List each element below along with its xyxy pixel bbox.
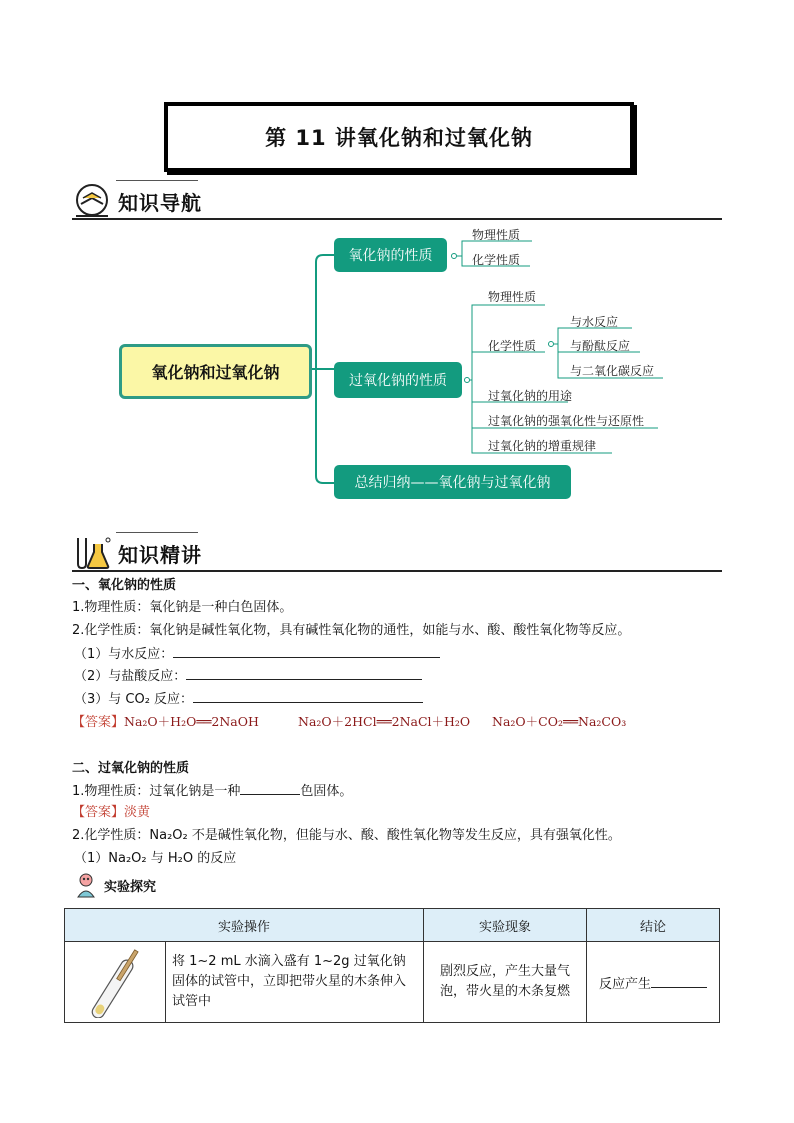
answer-blank[interactable] [240, 780, 300, 795]
conclusion-text: 反应产生 [598, 976, 651, 992]
part1-answer [72, 711, 259, 734]
physical-text: 1.物理性质：过氧化钠是一种 [72, 784, 241, 799]
section-heading-label: 知识导航 [118, 191, 202, 215]
question-label: （2）与盐酸反应： [74, 669, 187, 684]
question-label: （1）与水反应： [74, 647, 174, 662]
conclusion-cell [587, 942, 720, 1023]
mindmap-leaf: 化学性质 [472, 253, 521, 267]
part1-heading: 一、氧化钠的性质 [72, 578, 177, 593]
part2-physical [72, 780, 352, 803]
experiment-table [64, 908, 720, 1023]
mindmap-subleaf: 与二氧化碳反应 [570, 364, 655, 378]
answer-tag: 【答案】 [72, 805, 125, 820]
section-heading-label: 知识精讲 [118, 543, 202, 567]
answer-blank[interactable] [193, 688, 423, 703]
mindmap-leaf: 化学性质 [488, 339, 537, 353]
mindmap-leaf: 过氧化钠的增重规律 [488, 439, 597, 453]
part2-chemical: 2.化学性质：Na₂O₂ 不是碱性氧化物，但能与水、酸、酸性氧化物等发生反应，具有强氧化性。 [72, 828, 621, 843]
mindmap-node-sodium-oxide: 氧化钠的性质 [334, 238, 447, 272]
answer-tag: 【答案】 [72, 715, 125, 730]
answer-equation-3: Na₂O＋CO₂══Na₂CO₃ [492, 714, 627, 729]
part1-physical: 1.物理性质：氧化钠是一种白色固体。 [72, 600, 293, 615]
physical-text-end: 色固体。 [300, 784, 353, 799]
part2-answer [72, 802, 150, 824]
header-operation: 实验操作 [65, 909, 424, 942]
page-title: 第 11 讲氧化钠和过氧化钠 [164, 102, 634, 172]
section-heading-lecture [72, 532, 722, 572]
table-row [65, 942, 720, 1023]
part1-question-2 [74, 665, 422, 688]
mindmap-subleaf: 与酚酞反应 [570, 339, 631, 353]
operation-cell: 将 1~2 mL 水滴入盛有 1~2g 过氧化钠固体的试管中，立即把带火星的木条伸入试管中 [166, 942, 424, 1023]
answer-blank[interactable] [173, 643, 440, 658]
part2-sub1: （1）Na₂O₂ 与 H₂O 的反应 [74, 851, 237, 866]
mindmap-leaf: 过氧化钠的用途 [488, 389, 573, 403]
header-phenomenon: 实验现象 [424, 909, 587, 942]
table-header-row [65, 909, 720, 942]
mindmap-leaf: 过氧化钠的强氧化性与还原性 [488, 414, 645, 428]
part1-question-3 [74, 688, 423, 711]
mindmap-node-sodium-peroxide: 过氧化钠的性质 [334, 362, 462, 398]
mindmap-node-summary: 总结归纳——氧化钠与过氧化钠 [334, 465, 571, 499]
answer-equation-2: Na₂O＋2HCl══2NaCl＋H₂O [298, 714, 471, 729]
part1-question-1 [74, 643, 440, 666]
part2-heading: 二、过氧化钠的性质 [72, 761, 190, 776]
answer-equation-1: Na₂O＋H₂O══2NaOH [124, 714, 259, 729]
mindmap-leaf: 物理性质 [472, 228, 521, 242]
mindmap-subleaf: 与水反应 [570, 315, 619, 329]
mindmap-root: 氧化钠和过氧化钠 [119, 344, 312, 399]
explore-label: 实验探究 [104, 879, 157, 895]
phenomenon-cell: 剧烈反应，产生大量气泡，带火星的木条复燃 [424, 942, 587, 1023]
answer-blank[interactable] [651, 973, 707, 988]
flask-icon [72, 534, 112, 570]
answer-blank[interactable] [186, 665, 422, 680]
test-tube-illustration [65, 942, 165, 1018]
answer-value: 淡黄 [124, 805, 151, 820]
scientist-icon [74, 872, 98, 898]
mindmap-leaf: 物理性质 [488, 290, 537, 304]
question-label: （3）与 CO₂ 反应： [74, 692, 194, 707]
apparatus-cell [65, 942, 166, 1023]
header-conclusion: 结论 [587, 909, 720, 942]
part1-chemical: 2.化学性质：氧化钠是碱性氧化物，具有碱性氧化物的通性，如能与水、酸、酸性氧化物等反应。 [72, 623, 631, 638]
explore-heading [74, 872, 156, 898]
